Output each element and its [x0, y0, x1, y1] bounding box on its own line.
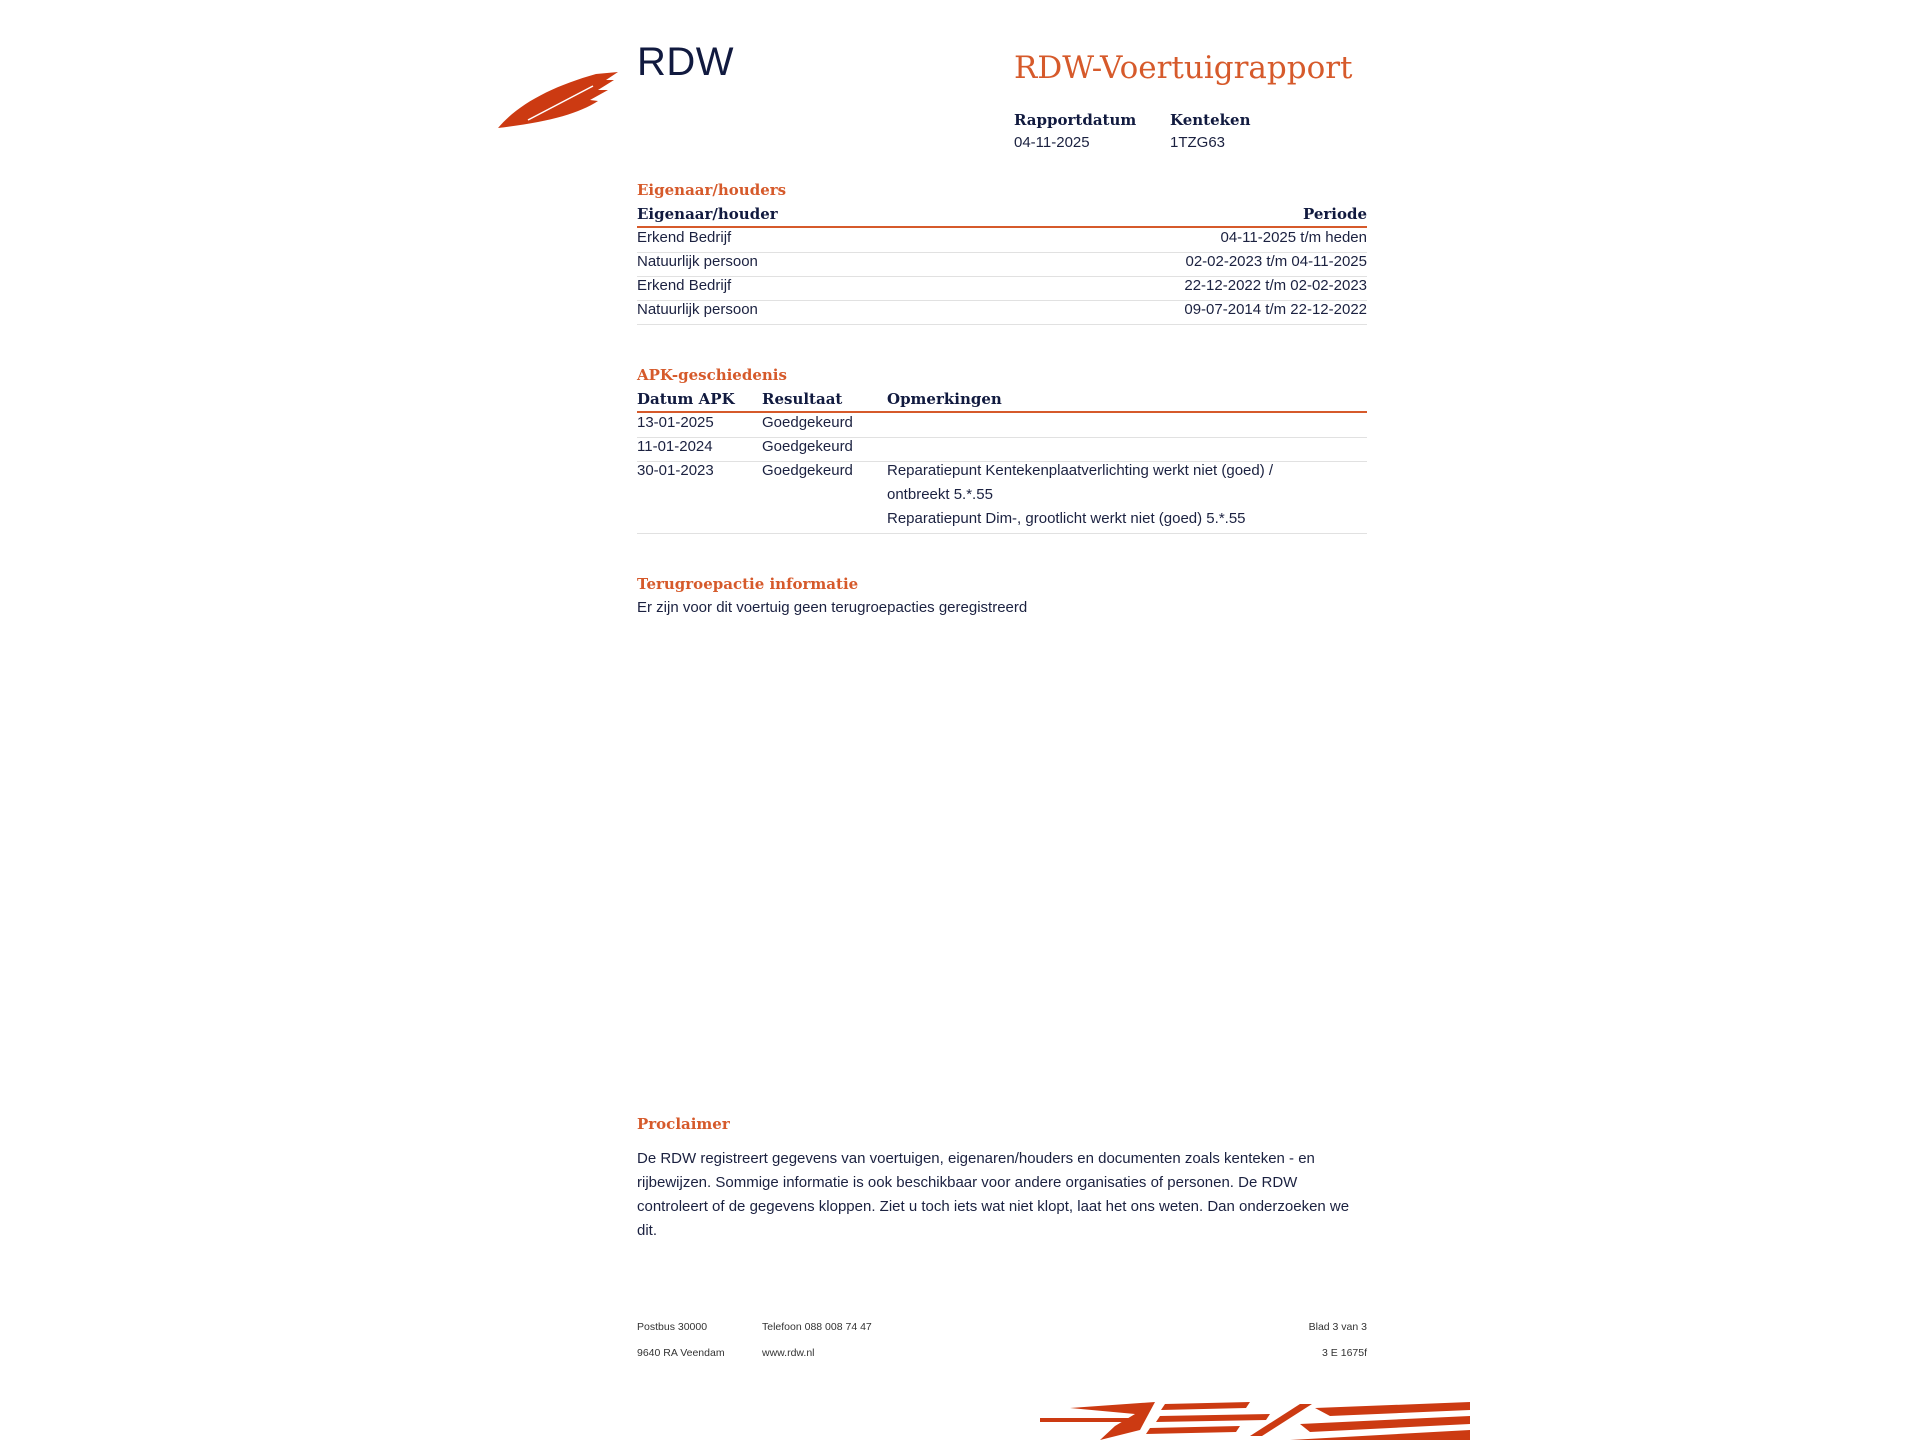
apk-date-cell: 11-01-2024	[637, 438, 713, 455]
apk-section-title: APK-geschiedenis	[637, 366, 787, 384]
kenteken-value: 1TZG63	[1170, 134, 1226, 151]
apk-col-date: Datum APK	[637, 390, 735, 408]
rdw-logo-icon	[498, 64, 620, 130]
period-cell: 09-07-2014 t/m 22-12-2022	[1184, 301, 1367, 318]
footer-postbus: Postbus 30000	[637, 1321, 708, 1333]
apk-remark-line: Reparatiepunt Dim-, grootlicht werkt niet (goed) 5.*.55	[887, 510, 1246, 527]
recall-section-title: Terugroepactie informatie	[637, 575, 859, 593]
decorative-stripes	[1040, 1400, 1470, 1440]
brand-name: RDW	[637, 40, 735, 84]
apk-result-cell: Goedgekeurd	[762, 462, 853, 479]
footer-telefoon: Telefoon 088 008 74 47	[762, 1321, 872, 1333]
period-cell: 02-02-2023 t/m 04-11-2025	[1185, 253, 1367, 270]
footer-website[interactable]: www.rdw.nl	[762, 1347, 815, 1359]
owner-cell: Natuurlijk persoon	[637, 301, 758, 318]
period-cell: 22-12-2022 t/m 02-02-2023	[1184, 277, 1367, 294]
apk-date-cell: 30-01-2023	[637, 462, 714, 479]
owners-header-rule	[637, 226, 1367, 228]
disclaimer-text: De RDW registreert gegevens van voertuigen, eigenaren/houders en documenten zoals kenteken - en rijbewijzen. Sommige informatie is ook beschikbaar voor andere organisaties of personen. De RDW controleert of de gegevens kloppen. Ziet u toch iets wat niet klopt, laat het ons weten. Dan onderzoeken we dit.	[637, 1150, 1350, 1239]
rapportdatum-value: 04-11-2025	[1014, 134, 1090, 151]
footer-reference: 3 E 1675f	[1322, 1347, 1367, 1359]
owners-section-title: Eigenaar/houders	[637, 181, 787, 199]
footer-page-number: Blad 3 van 3	[1308, 1321, 1367, 1333]
owner-cell: Erkend Bedrijf	[637, 277, 732, 294]
apk-header-rule	[637, 411, 1367, 413]
row-divider	[637, 437, 1367, 438]
apk-remark-line: ontbreekt 5.*.55	[887, 486, 993, 503]
apk-date-cell: 13-01-2025	[637, 414, 714, 431]
owner-cell: Erkend Bedrijf	[637, 229, 732, 246]
owners-col-period: Periode	[1302, 205, 1367, 223]
report-title: RDW-Voertuigrapport	[1014, 50, 1353, 86]
rapportdatum-label: Rapportdatum	[1014, 111, 1137, 129]
kenteken-label: Kenteken	[1170, 111, 1251, 129]
period-cell: 04-11-2025 t/m heden	[1220, 229, 1367, 246]
disclaimer-title: Proclaimer	[637, 1115, 730, 1133]
apk-col-result: Resultaat	[762, 390, 843, 408]
footer-postcode: 9640 RA Veendam	[637, 1347, 725, 1359]
owners-col-owner: Eigenaar/houder	[637, 205, 778, 223]
apk-result-cell: Goedgekeurd	[762, 414, 853, 431]
apk-result-cell: Goedgekeurd	[762, 438, 853, 455]
apk-remark-line: Reparatiepunt Kentekenplaatverlichting werkt niet (goed) /	[887, 462, 1274, 479]
row-divider	[637, 533, 1367, 534]
recall-text: Er zijn voor dit voertuig geen terugroepacties geregistreerd	[637, 599, 1028, 616]
apk-col-remarks: Opmerkingen	[887, 390, 1002, 408]
owner-cell: Natuurlijk persoon	[637, 253, 758, 270]
row-divider	[637, 324, 1367, 325]
